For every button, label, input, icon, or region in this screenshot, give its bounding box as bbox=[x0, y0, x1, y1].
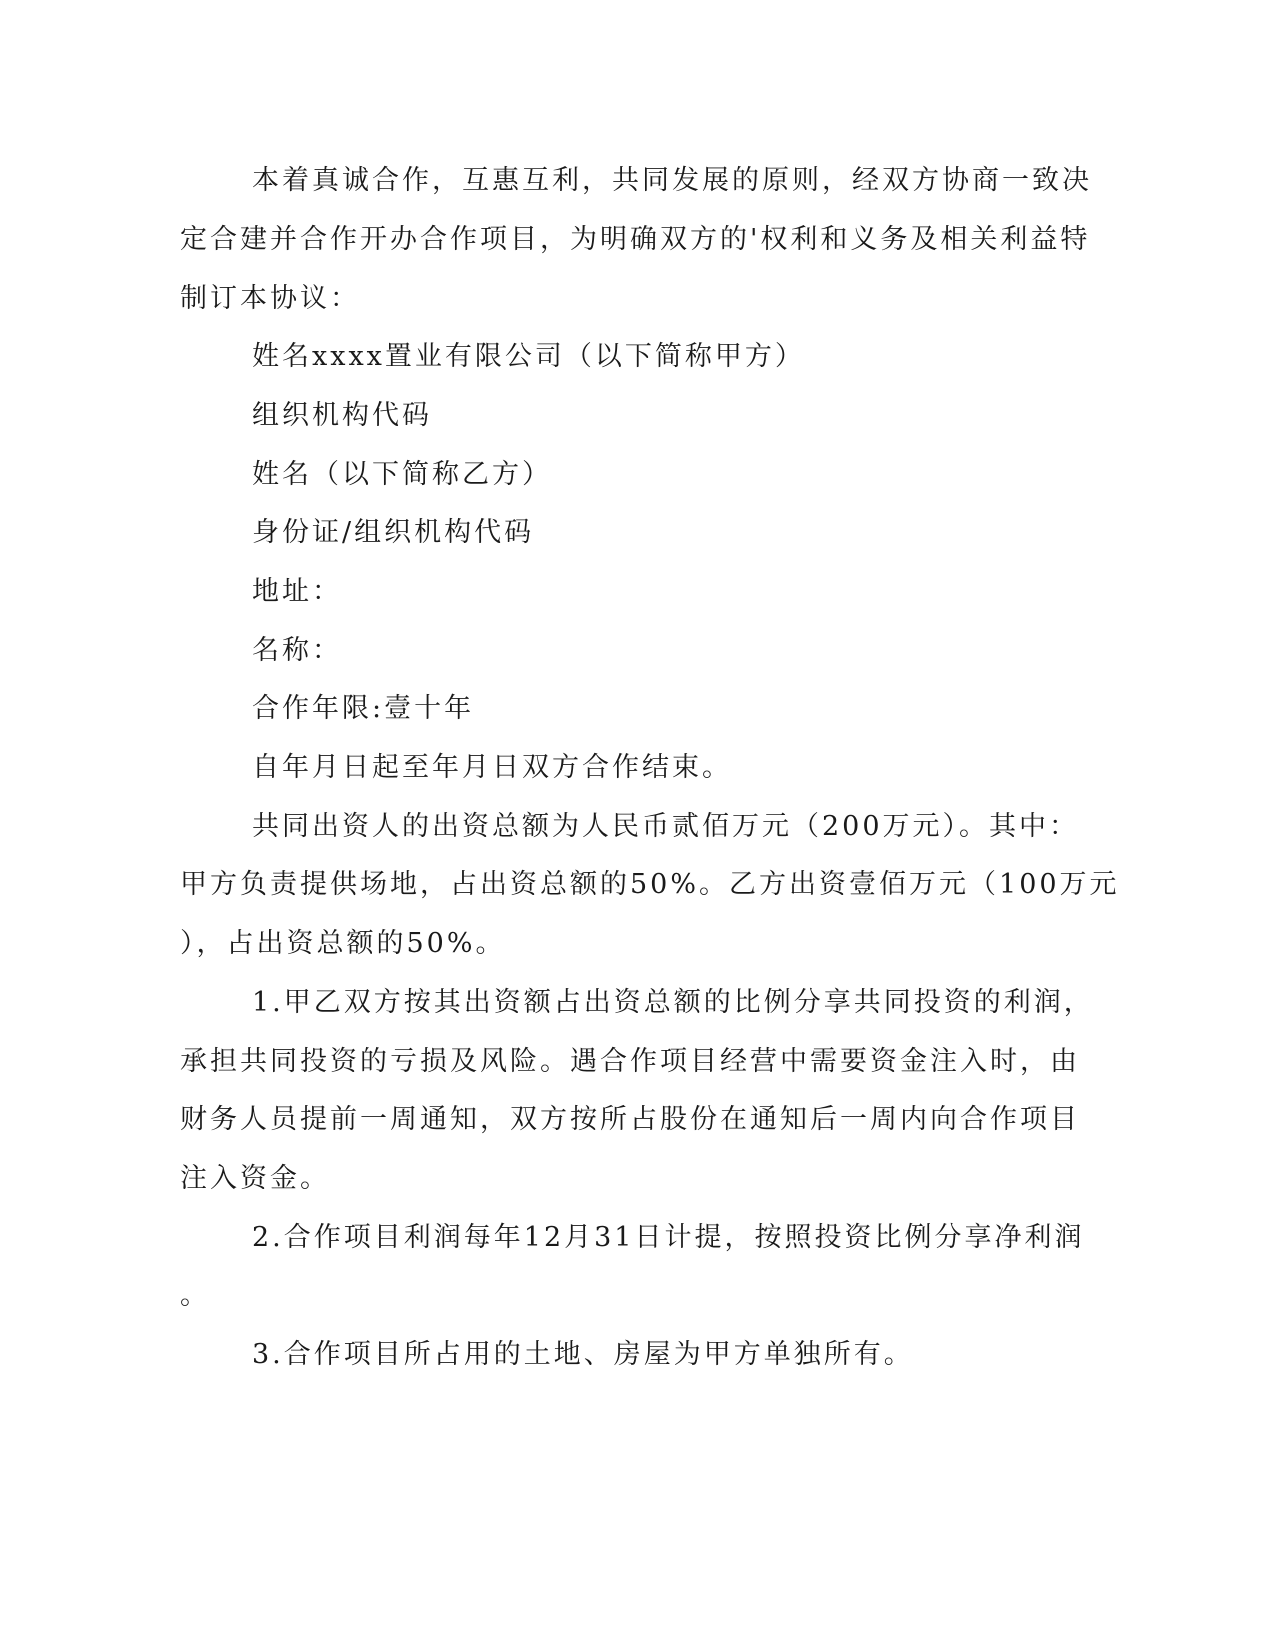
body-text-line: ），占出资总额的50%。 bbox=[180, 928, 506, 959]
body-text-line: 甲方负责提供场地，占出资总额的50%。乙方出资壹佰万元（100万元 bbox=[180, 869, 1120, 900]
clause-2-line: 2.合作项目利润每年12月31日计提，按照投资比例分享净利润 bbox=[252, 1222, 1085, 1253]
party-a-org-code: 组织机构代码 bbox=[252, 400, 432, 431]
name-field: 名称： bbox=[252, 635, 342, 666]
party-a-name: 姓名xxxx置业有限公司（以下简称甲方） bbox=[252, 341, 805, 372]
clause-1-line: 1.甲乙双方按其出资额占出资总额的比例分享共同投资的利润， bbox=[252, 987, 1094, 1018]
address-field: 地址： bbox=[252, 576, 342, 607]
clause-1-line: 财务人员提前一周通知，双方按所占股份在通知后一周内向合作项目 bbox=[180, 1104, 1080, 1135]
party-b-id-code: 身份证/组织机构代码 bbox=[252, 517, 535, 548]
party-b-name: 姓名（以下简称乙方） bbox=[252, 459, 552, 490]
body-text-line: 共同出资人的出资总额为人民币贰佰万元（200万元）。其中： bbox=[252, 811, 1080, 842]
cooperation-period: 自年月日起至年月日双方合作结束。 bbox=[252, 752, 732, 783]
clause-1-line: 注入资金。 bbox=[180, 1163, 330, 1194]
cooperation-term: 合作年限:壹十年 bbox=[252, 693, 475, 724]
clause-1-line: 承担共同投资的亏损及风险。遇合作项目经营中需要资金注入时，由 bbox=[180, 1046, 1080, 1077]
body-text-line: 定合建并合作开办合作项目，为明确双方的'权利和义务及相关利益特 bbox=[180, 224, 1091, 255]
body-text-line: 制订本协议： bbox=[180, 283, 360, 314]
clause-2-line: 。 bbox=[180, 1280, 210, 1311]
body-text-line: 本着真诚合作，互惠互利，共同发展的原则，经双方协商一致决 bbox=[252, 165, 1092, 196]
clause-3-line: 3.合作项目所占用的土地、房屋为甲方单独所有。 bbox=[252, 1339, 914, 1370]
